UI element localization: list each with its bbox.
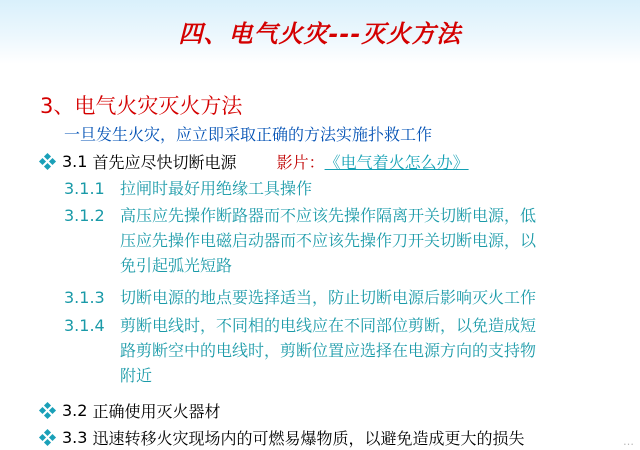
bullet-number: 3.2 — [62, 401, 88, 420]
bullet-3-1 — [40, 150, 469, 173]
sub-item-line: 附近 — [120, 366, 153, 385]
bullet-number: 3.1 — [62, 152, 88, 171]
sub-item-number: 3.1.1 — [64, 179, 105, 198]
sub-item-line: 拉闸时最好用绝缘工具操作 — [120, 179, 313, 198]
bullet-3-3 — [40, 426, 525, 449]
four-diamond-bullet-icon — [40, 154, 56, 170]
sub-item-3-1-4 — [64, 313, 624, 388]
sub-item-line: 切断电源的地点要选择适当，防止切断电源后影响灭火工作 — [120, 288, 537, 307]
watermark: … — [623, 435, 634, 448]
sub-item-text — [120, 176, 624, 201]
sub-item-line: 剪断电线时，不同相的电线应在不同部位剪断，以免造成短 — [120, 316, 537, 335]
sub-item-line: 免引起弧光短路 — [120, 256, 233, 275]
sub-item-number: 3.1.3 — [64, 288, 105, 307]
slide-title: 四、电气火灾---灭火方法 — [178, 20, 462, 48]
sub-item-3-1-1 — [64, 176, 624, 201]
sub-item-3-1-2 — [64, 203, 624, 278]
intro-text: 一旦发生火灾，应立即采取正确的方法实施扑救工作 — [64, 125, 433, 144]
film-link[interactable]: 《电气着火怎么办》 — [324, 153, 469, 172]
sub-item-3-1-3 — [64, 285, 624, 310]
bullet-text: 正确使用灭火器材 — [92, 402, 221, 421]
sub-item-line: 压应先操作电磁启动器而不应该先操作刀开关切断电源，以 — [120, 231, 537, 250]
sub-item-line: 路剪断空中的电线时，剪断位置应选择在电源方向的支持物 — [120, 341, 537, 360]
bullet-3-2 — [40, 399, 221, 422]
bullet-number: 3.3 — [62, 428, 88, 447]
four-diamond-bullet-icon — [40, 403, 56, 419]
sub-item-line: 高压应先操作断路器而不应该先操作隔离开关切断电源，低 — [120, 206, 537, 225]
sub-item-text — [120, 203, 624, 278]
four-diamond-bullet-icon — [40, 430, 56, 446]
sub-item-text — [120, 313, 624, 388]
film-label: 影片： — [276, 153, 325, 172]
section-heading: 3、电气火灾灭火方法 — [40, 94, 243, 118]
sub-item-number: 3.1.4 — [64, 316, 105, 335]
bullet-text: 迅速转移火灾现场内的可燃易爆物质，以避免造成更大的损失 — [92, 429, 525, 448]
bullet-text: 首先应尽快切断电源 — [92, 153, 237, 172]
sub-item-number: 3.1.2 — [64, 206, 105, 225]
sub-item-text — [120, 285, 624, 310]
